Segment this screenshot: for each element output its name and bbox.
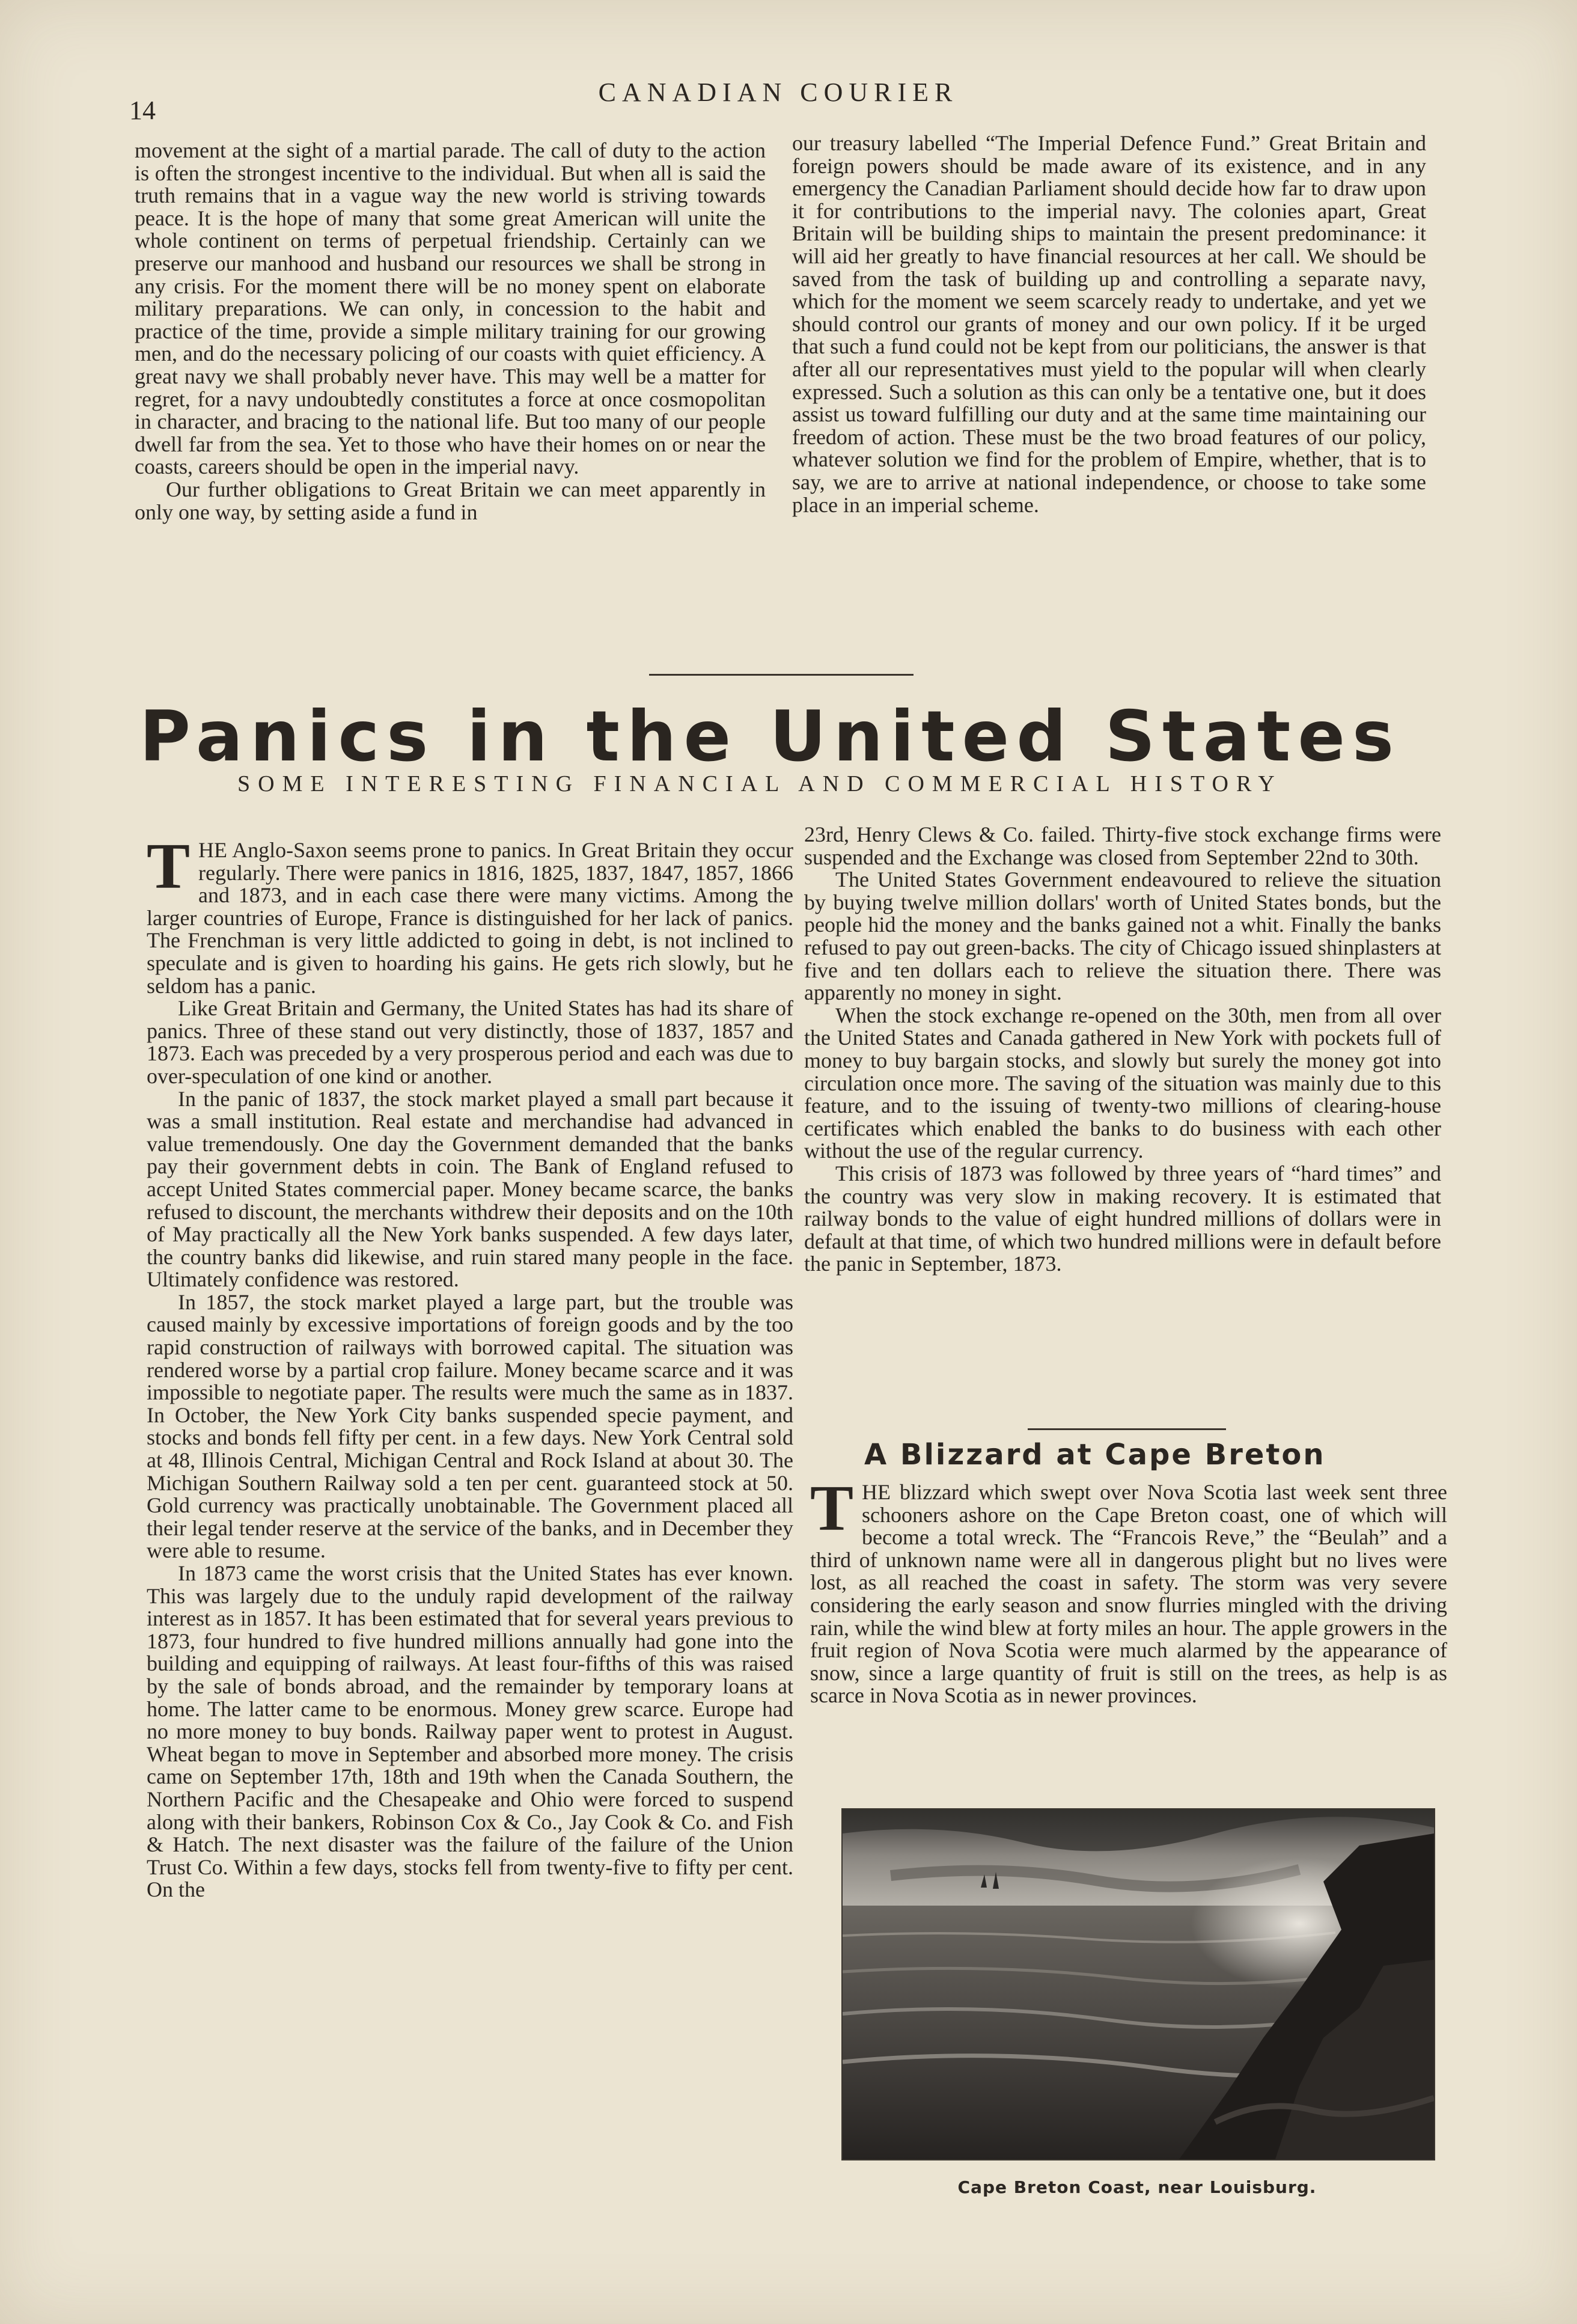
article-headline: Panics in the United States (139, 696, 1402, 777)
drop-cap: T (147, 831, 191, 902)
paragraph: Like Great Britain and Germany, the United States has had its share of panics. Three of these stand out very distinctly, those of 1837, 1857 and 1873. Each was preceded by a very prosperous period and each was due to over-speculation of one kind or another. (147, 996, 793, 1088)
paragraph: This crisis of 1873 was followed by three years of “hard times” and the country was very slow in making recovery. It is estimated that railway bonds to the value of eight hundred millions of dollars were in default at that time, of which two hundred millions were in default before the panic in September, 1873. (804, 1161, 1441, 1276)
section-divider (1028, 1428, 1226, 1430)
paragraph: In the panic of 1837, the stock market played a small part because it was a small institution. Real estate and merchandise had advanced in value tremendously. One day the Government demanded that the banks pay their government debts in coin. The Bank of England refused to accept United States commercial paper. Money became scarce, the banks refused to discount, the merchants withdrew their deposits and on the 10th of May practically all the New York banks suspended. A few days later, the country banks did likewise, and ruin stared many people in the face. Ultimately confidence was restored. (147, 1086, 793, 1292)
blizzard-text: HE blizzard which swept over Nova Scotia last week sent three schooners ashore on the Cape Breton coast, one of which will become a total wreck. The “Francois Reve,” the “Beulah” and a third of unknown name were all in dangerous plight but no lives were lost, as all reached the coast in safety. The storm was very severe considering the early season and snow flurries mingled with the driving rain, while the wind blew at forty miles an hour. The apple growers in the fruit region of Nova Scotia were much alarmed by the appearance of snow, since a large quantity of fruit is still on the trees, as help is as scarce in Nova Scotia as in newer provinces. (810, 1480, 1447, 1708)
paragraph: Our further obligations to Great Britain we can meet apparently in only one way, by setting aside a fund in (135, 477, 766, 524)
page-number: 14 (129, 96, 156, 125)
paragraph: The United States Government endeavoured to relieve the situation by buying twelve million dollars' worth of United States bonds, but the people hid the money and the banks gained not a whit. Finally the banks refused to pay out green-backs. The city of Chicago issued shinplasters at five and ten dollars each to relieve the situation there. There was apparently no money in sight. (804, 867, 1441, 1005)
masthead: CANADIAN COURIER (598, 78, 959, 107)
drop-cap: T (810, 1473, 854, 1544)
paragraph: In 1857, the stock market played a large part, but the trouble was caused mainly by excessive importations of foreign goods and by the too rapid construction of railways with borrowed capital. The situation was rendered worse by a partial crop failure. Money became scarce and it was impossible to negotiate paper. The results were much the same as in 1837. In October, the New York City banks suspended specie payment, and stocks and bonds fell fifty per cent. in a few days. New York Central sold at 48, Illinois Central, Michigan Central and Rock Island at about 30. The Michigan Southern Railway sold a ten per cent. guaranteed stock at 50. Gold currency was practically unobtainable. The Government placed all their legal tender reserve at the service of the banks, and in December they were able to resume. (147, 1289, 793, 1563)
paragraph: In 1873 came the worst crisis that the United States has ever known. This was largely due to the unduly rapid development of the railway interest as in 1857. It has been estimated that for several years previous to 1873, four hundred to five hundred millions annually had gone into the building and equipping of railways. At least four-fifths of this was raised by the sale of bonds abroad, and the remainder by temporary loans at home. The latter came to be enormous. Money grew scarce. Europe had no more money to buy bonds. Railway paper went to protest in August. Wheat began to move in September and absorbed more money. The crisis came on September 17th, 18th and 19th when the Canada Southern, the Northern Pacific and the Chesapeake and Ohio were forced to suspend along with their bankers, Robinson Cox & Co., Jay Cook & Co. and Fish & Hatch. The next disaster was the failure of the failure of the Union Trust Co. Within a few days, stocks fell from twenty-five to fifty per cent. On the (147, 1561, 793, 1902)
top-article-left-column (135, 139, 766, 524)
lead-paragraph (147, 831, 793, 998)
main-article-left-column (147, 831, 793, 1902)
photo-caption: Cape Breton Coast, near Louisburg. (957, 2177, 1317, 2197)
lead-paragraph-text: HE Anglo-Saxon seems prone to panics. In Great Britain they occur regularly. There were panics in 1816, 1825, 1837, 1847, 1857, 1866 and 1873, and in each case there were many victims. Among the larger countries of Europe, France is distinguished for her lack of panics. The Frenchman is very little addicted to going in debt, is not inclined to speculate and is given to hoarding his gains. He gets rich slowly, but he seldom has a panic. (147, 838, 793, 998)
article-subheadline: SOME INTERESTING FINANCIAL AND COMMERCIAL HISTORY (237, 771, 1283, 797)
section-divider (649, 674, 914, 676)
main-article-right-column (804, 824, 1441, 1276)
coast-photograph (841, 1808, 1435, 2160)
top-article-right-column (792, 132, 1426, 516)
page-header (129, 77, 1427, 125)
blizzard-article (810, 1473, 1447, 1708)
paragraph: our treasury labelled “The Imperial Defence Fund.” Great Britain and foreign powers should be made aware of its existence, and in any emergency the Canadian Parliament should decide how far to draw upon it for contributions to the imperial navy. The colonies apart, Great Britain will be building ships to maintain the present predominance: it will aid her greatly to have financial resources at her call. We should be saved from the task of building up and controlling a separate navy, which for the moment we seem scarcely ready to undertake, and yet we should control our grants of money and our own policy. If it be urged that such a fund could not be kept from our politicians, the answer is that after all our representatives must yield to the popular will when clearly expressed. Such a solution as this can only be a tentative one, but it does assist us toward fulfilling our duty and at the same time maintaining our freedom of action. These must be the two broad features of our policy, whatever solution we find for the problem of Empire, whether, that is to say, we are to arrive at national independence, or choose to take some place in an imperial scheme. (792, 131, 1426, 517)
paragraph: When the stock exchange re-opened on the 30th, men from all over the United States and Canada gathered in New York with pockets full of money to buy bargain stocks, and slowly but surely the money got into circulation once more. The saving of the situation was mainly due to this feature, and to the issuing of twenty-two millions of clearing-house certificates which enabled the banks to do business with each other without the use of the regular currency. (804, 1003, 1441, 1163)
paragraph: movement at the sight of a martial parade. The call of duty to the action is often the strongest incentive to the individual. But when all is said the truth remains that in a vague way the new world is striving towards peace. It is the hope of many that some great American will unite the whole continent on terms of perpetual friendship. Certainly can we preserve our manhood and husband our resources we shall be strong in any crisis. For the moment there will be no money spent on elaborate military preparations. We can only, in concession to the habit and practice of the time, provide a simple military training for our growing men, and do the necessary policing of our coasts with quiet efficiency. A great navy we shall probably never have. This may well be a matter for regret, for a navy undoubtedly constitutes a force at once cosmopolitan in character, and bracing to the national life. But too many of our people dwell far from the sea. Yet to those who have their homes on or near the coasts, careers should be open in the imperial navy. (135, 138, 766, 479)
blizzard-paragraph (810, 1473, 1447, 1708)
blizzard-headline: A Blizzard at Cape Breton (864, 1438, 1326, 1472)
paragraph: 23rd, Henry Clews & Co. failed. Thirty-five stock exchange firms were suspended and the Exchange was closed from September 22nd to 30th. (804, 822, 1441, 869)
